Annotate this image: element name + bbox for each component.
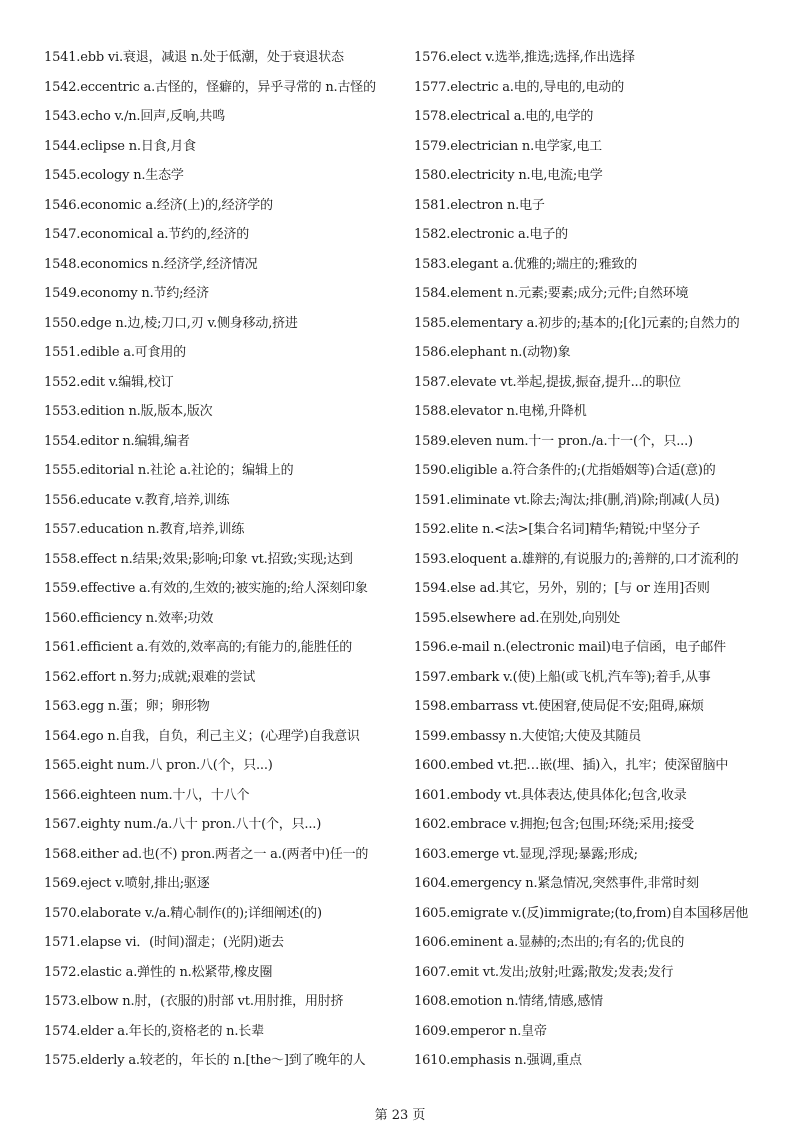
vocab-entry: 1557.education n.教育,培养,训练 (44, 522, 245, 537)
vocab-entry: 1560.efficiency n.效率;功效 (44, 610, 214, 626)
vocab-entry: 1562.effort n.努力;成就;艰难的尝试 (44, 669, 256, 685)
vocab-entry: 1588.elevator n.电梯,升降机 (414, 404, 587, 419)
vocab-entry: 1607.emit vt.发出;放射;吐露;散发;发表;发行 (414, 964, 674, 980)
vocab-entry: 1564.ego n.自我，自负，利己主义；(心理学)自我意识 (44, 728, 360, 744)
vocab-entry: 1590.eligible a.符合条件的;(尤指婚姻等)合适(意)的 (414, 463, 716, 478)
vocab-entry: 1544.eclipse n.日食,月食 (44, 138, 196, 154)
vocab-entry: 1542.eccentric a.古怪的，怪癖的，异乎寻常的 n.古怪的 (44, 79, 376, 95)
vocab-entry: 1603.emerge vt.显现,浮现;暴露;形成; (414, 846, 638, 862)
vocab-entry: 1570.elaborate v./a.精心制作(的);详细阐述(的) (44, 905, 322, 921)
vocab-entry: 1596.e-mail n.(electronic mail)电子信函，电子邮件 (414, 640, 726, 655)
vocab-entry: 1567.eighty num./a.八十 pron.八十(个，只...) (44, 817, 322, 832)
vocab-entry: 1550.edge n.边,棱;刀口,刃 v.侧身移动,挤进 (44, 315, 298, 331)
vocab-entry: 1599.embassy n.大使馆;大使及其随员 (414, 728, 642, 744)
vocab-entry: 1593.eloquent a.雄辩的,有说服力的;善辩的,口才流利的 (414, 551, 739, 567)
vocab-entry: 1547.economical a.节约的,经济的 (44, 227, 250, 242)
vocab-entry: 1583.elegant a.优雅的;端庄的;雅致的 (414, 256, 638, 272)
vocab-entry: 1609.emperor n.皇帝 (414, 1023, 547, 1039)
vocab-entry: 1575.elderly a.较老的，年长的 n.[the～]到了晚年的人 (44, 1053, 366, 1068)
vocab-entry: 1551.edible a.可食用的 (44, 345, 186, 360)
vocab-entry: 1546.economic a.经济(上)的,经济学的 (44, 197, 273, 213)
vocab-entry: 1561.efficient a.有效的,效率高的;有能力的,能胜任的 (44, 640, 353, 655)
vocab-entry: 1559.effective a.有效的,生效的;被实施的;给人深刻印象 (44, 581, 368, 596)
vocab-entry: 1597.embark v.(使)上船(或飞机,汽车等);着手,从事 (414, 669, 711, 685)
vocab-entry: 1545.ecology n.生态学 (44, 168, 184, 183)
vocab-entry: 1571.elapse vi．(时间)溜走；(光阴)逝去 (44, 935, 284, 950)
vocab-entry: 1573.elbow n.肘，(衣服的)肘部 vt.用肘推，用肘挤 (44, 994, 344, 1009)
right-column (414, 43, 770, 1076)
vocab-entry: 1548.economics n.经济学,经济情况 (44, 256, 258, 272)
vocab-entry: 1608.emotion n.情绪,情感,感情 (414, 994, 603, 1009)
vocab-entry: 1604.emergency n.紧急情况,突然事件,非常时刻 (414, 876, 699, 891)
vocab-entry: 1558.effect n.结果;效果;影响;印象 vt.招致;实现;达到 (44, 551, 353, 567)
vocab-entry: 1580.electricity n.电,电流;电学 (414, 168, 603, 183)
vocab-entry: 1589.eleven num.十一 pron./a.十一(个，只...) (414, 433, 693, 449)
vocab-entry: 1553.edition n.版,版本,版次 (44, 404, 213, 419)
vocab-entry: 1600.embed vt.把…嵌(埋、插)入，扎牢；使深留脑中 (414, 758, 729, 773)
vocab-entry: 1591.eliminate vt.除去;淘汰;排(删,消)除;削减(人员) (414, 492, 720, 508)
vocab-entry: 1568.either ad.也(不) pron.两者之一 a.(两者中)任一的 (44, 846, 369, 862)
vocab-entry: 1592.elite n.<法>[集合名词]精华;精锐;中坚分子 (414, 522, 701, 537)
vocab-entry: 1556.educate v.教育,培养,训练 (44, 492, 230, 508)
vocab-entry: 1610.emphasis n.强调,重点 (414, 1053, 582, 1068)
vocab-entry: 1598.embarrass vt.使困窘,使局促不安;阻碍,麻烦 (414, 699, 704, 714)
vocab-entry: 1574.elder a.年长的,资格老的 n.长辈 (44, 1023, 264, 1039)
vocab-entry: 1549.economy n.节约;经济 (44, 286, 209, 301)
vocab-entry: 1578.electrical a.电的,电学的 (414, 109, 594, 124)
vocab-entry: 1577.electric a.电的,导电的,电动的 (414, 79, 624, 95)
vocab-entry: 1569.eject v.喷射,排出;驱逐 (44, 876, 210, 891)
left-column (44, 43, 396, 1076)
vocab-entry: 1585.elementary a.初步的;基本的;[化]元素的;自然力的 (414, 315, 740, 331)
vocab-entry: 1606.eminent a.显赫的;杰出的;有名的;优良的 (414, 935, 685, 950)
vocab-entry: 1543.echo v./n.回声,反响,共鸣 (44, 109, 226, 124)
vocab-entry: 1601.embody vt.具体表达,使具体化;包含,收录 (414, 787, 687, 803)
vocab-entry: 1576.elect v.选举,推选;选择,作出选择 (414, 50, 635, 65)
vocab-entry: 1541.ebb vi.衰退，减退 n.处于低潮，处于衰退状态 (44, 50, 344, 65)
vocab-entry: 1586.elephant n.(动物)象 (414, 345, 571, 360)
vocab-entry: 1582.electronic a.电子的 (414, 227, 568, 242)
vocab-entry: 1581.electron n.电子 (414, 197, 545, 213)
page-number: 第 23 页 (374, 1108, 426, 1123)
vocab-entry: 1594.else ad.其它，另外，别的；[与 or 连用]否则 (414, 581, 710, 596)
vocab-entry: 1554.editor n.编辑,编者 (44, 433, 190, 449)
vocab-entry: 1605.emigrate v.(反)immigrate;(to,from)自本国移居他 (414, 905, 749, 921)
vocab-entry: 1563.egg n.蛋；卵；卵形物 (44, 699, 210, 714)
vocab-entry: 1587.elevate vt.举起,提拔,振奋,提升...的职位 (414, 374, 681, 390)
vocab-entry: 1572.elastic a.弹性的 n.松紧带,橡皮圈 (44, 964, 273, 980)
vocab-entry: 1595.elsewhere ad.在别处,向别处 (414, 610, 621, 626)
vocab-entry: 1584.element n.元素;要素;成分;元件;自然环境 (414, 286, 689, 301)
vocab-entry: 1565.eight num.八 pron.八(个，只...) (44, 758, 273, 773)
vocab-entry: 1552.edit v.编辑,校订 (44, 374, 174, 390)
vocab-entry: 1602.embrace v.拥抱;包含;包围;环绕;采用;接受 (414, 817, 695, 832)
vocab-entry: 1579.electrician n.电学家,电工 (414, 138, 602, 154)
vocab-entry: 1555.editorial n.社论 a.社论的；编辑上的 (44, 463, 294, 478)
vocab-entry: 1566.eighteen num.十八，十八个 (44, 787, 250, 803)
